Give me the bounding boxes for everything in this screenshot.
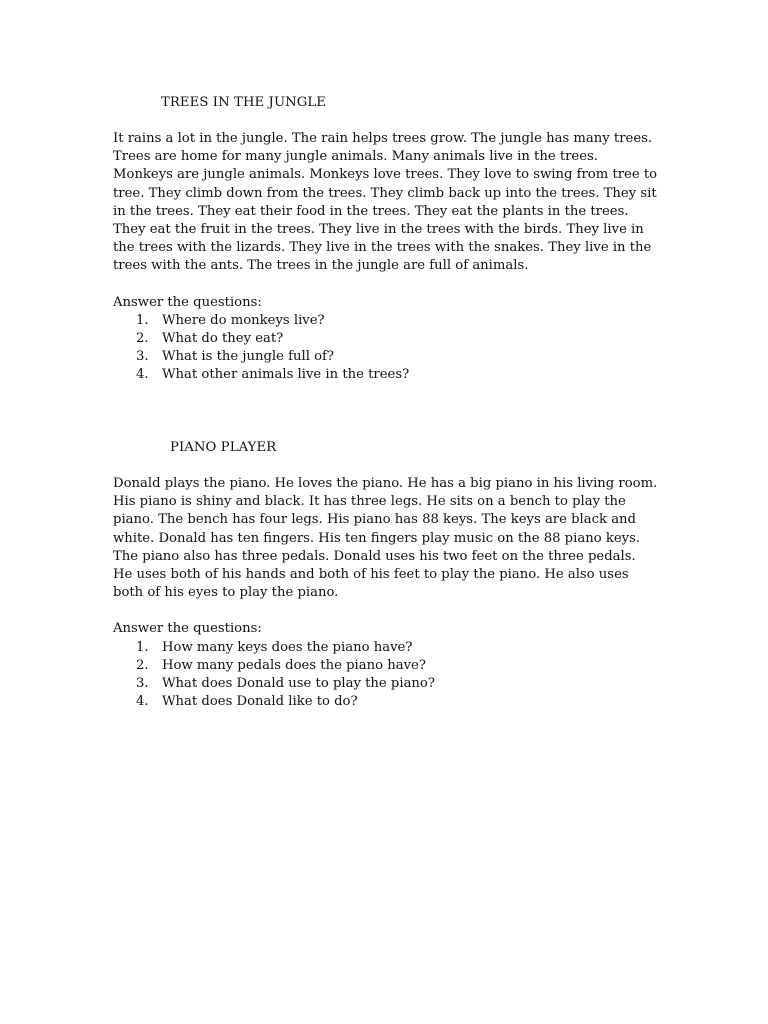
question-text: What does Donald use to play the piano? (162, 676, 435, 692)
section-piano-player (113, 439, 658, 711)
questions-list (113, 639, 658, 712)
section-trees-in-the-jungle (113, 94, 658, 385)
question-text: What is the jungle full of? (162, 349, 334, 365)
question-number: 4. (136, 367, 149, 383)
question-number: 4. (136, 694, 149, 710)
question-item (113, 330, 658, 348)
question-number: 1. (136, 312, 149, 328)
questions-list (113, 312, 658, 385)
question-item (113, 639, 658, 657)
question-item (113, 693, 658, 711)
question-item (113, 675, 658, 693)
question-text: Where do monkeys live? (162, 312, 325, 328)
question-text: What does Donald like to do? (162, 694, 358, 710)
question-item (113, 657, 658, 675)
section-title: PIANO PLAYER (170, 440, 277, 455)
question-item (113, 312, 658, 330)
question-number: 1. (136, 639, 149, 655)
question-number: 2. (136, 331, 149, 347)
questions-prompt: Answer the questions: (113, 294, 262, 310)
question-number: 3. (136, 349, 149, 365)
question-number: 2. (136, 657, 149, 673)
question-text: How many keys does the piano have? (162, 639, 413, 655)
section-paragraph: Donald plays the piano. He loves the piano. He has a big piano in his living room. His piano is shiny and black. It has three legs. He sits on a bench to play the piano. The bench has four legs. His piano has 88 keys. The keys are black and white. Donald has ten fingers. His ten fingers play music on the 88 piano keys. The piano also has three pedals. Donald uses his two feet on the three pedals. He uses both of his hands and both of his feet to play the piano. He also uses both of his eyes to play the piano. (113, 476, 658, 601)
question-number: 3. (136, 676, 149, 692)
question-text: What do they eat? (162, 331, 284, 347)
section-paragraph: It rains a lot in the jungle. The rain helps trees grow. The jungle has many trees. Trees are home for many jungle animals. Many animals live in the trees. Monkeys are jungle animals. Monkeys love trees. They love to swing from tree to tree. They climb down from the trees. They climb back up into the trees. They sit in the trees. They eat their food in the trees. They eat the plants in the trees. They eat the fruit in the trees. They live in the trees with the birds. They live in the trees with the lizards. They live in the trees with the snakes. They live in the trees with the ants. The trees in the jungle are full of animals. (113, 131, 658, 274)
question-text: What other animals live in the trees? (162, 367, 410, 383)
questions-prompt: Answer the questions: (113, 621, 262, 637)
question-text: How many pedals does the piano have? (162, 657, 426, 673)
question-item (113, 366, 658, 384)
section-title: TREES IN THE JUNGLE (161, 95, 327, 110)
question-item (113, 348, 658, 366)
